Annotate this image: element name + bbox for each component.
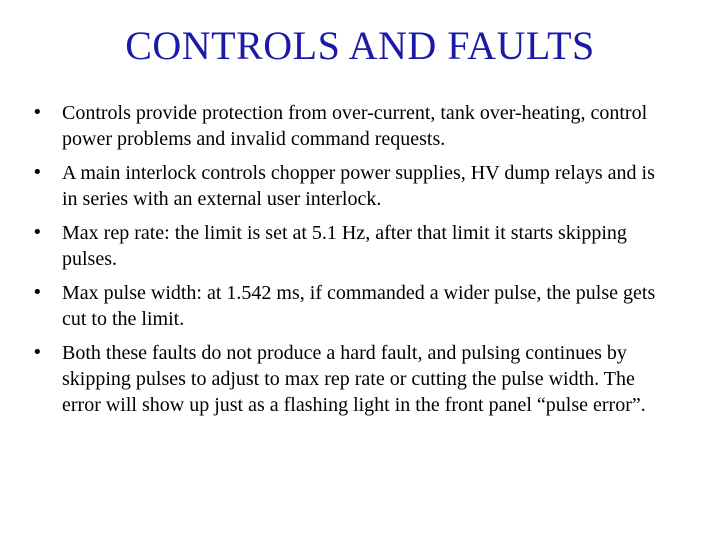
bullet-text: Controls provide protection from over-current, tank over-heating, control power problems and invalid command requests. <box>62 102 648 150</box>
bullet-dot-icon: • <box>32 342 43 363</box>
bullet-item-rep-rate <box>32 220 672 272</box>
bullet-text: Both these faults do not produce a hard fault, and pulsing continues by skipping pulses to adjust to max rep rate or cutting the pulse width. The error will show up just as a flashing light in the front panel “pulse error”. <box>62 342 646 416</box>
bullet-text: Max pulse width: at 1.542 ms, if commanded a wider pulse, the pulse gets cut to the limit. <box>62 282 656 330</box>
bullet-item-pulse-width <box>32 280 672 332</box>
bullet-item-faults <box>32 340 672 418</box>
bullet-list <box>32 100 672 426</box>
bullet-dot-icon: • <box>32 162 43 183</box>
bullet-text: Max rep rate: the limit is set at 5.1 Hz, after that limit it starts skipping pulses. <box>62 222 627 270</box>
bullet-dot-icon: • <box>32 102 43 123</box>
bullet-dot-icon: • <box>32 222 43 243</box>
bullet-text: A main interlock controls chopper power supplies, HV dump relays and is in series with an external user interlock. <box>62 162 655 210</box>
bullet-dot-icon: • <box>32 282 43 303</box>
slide-title: CONTROLS AND FAULTS <box>125 23 595 68</box>
bullet-item-interlock <box>32 160 672 212</box>
bullet-item-protection <box>32 100 672 152</box>
